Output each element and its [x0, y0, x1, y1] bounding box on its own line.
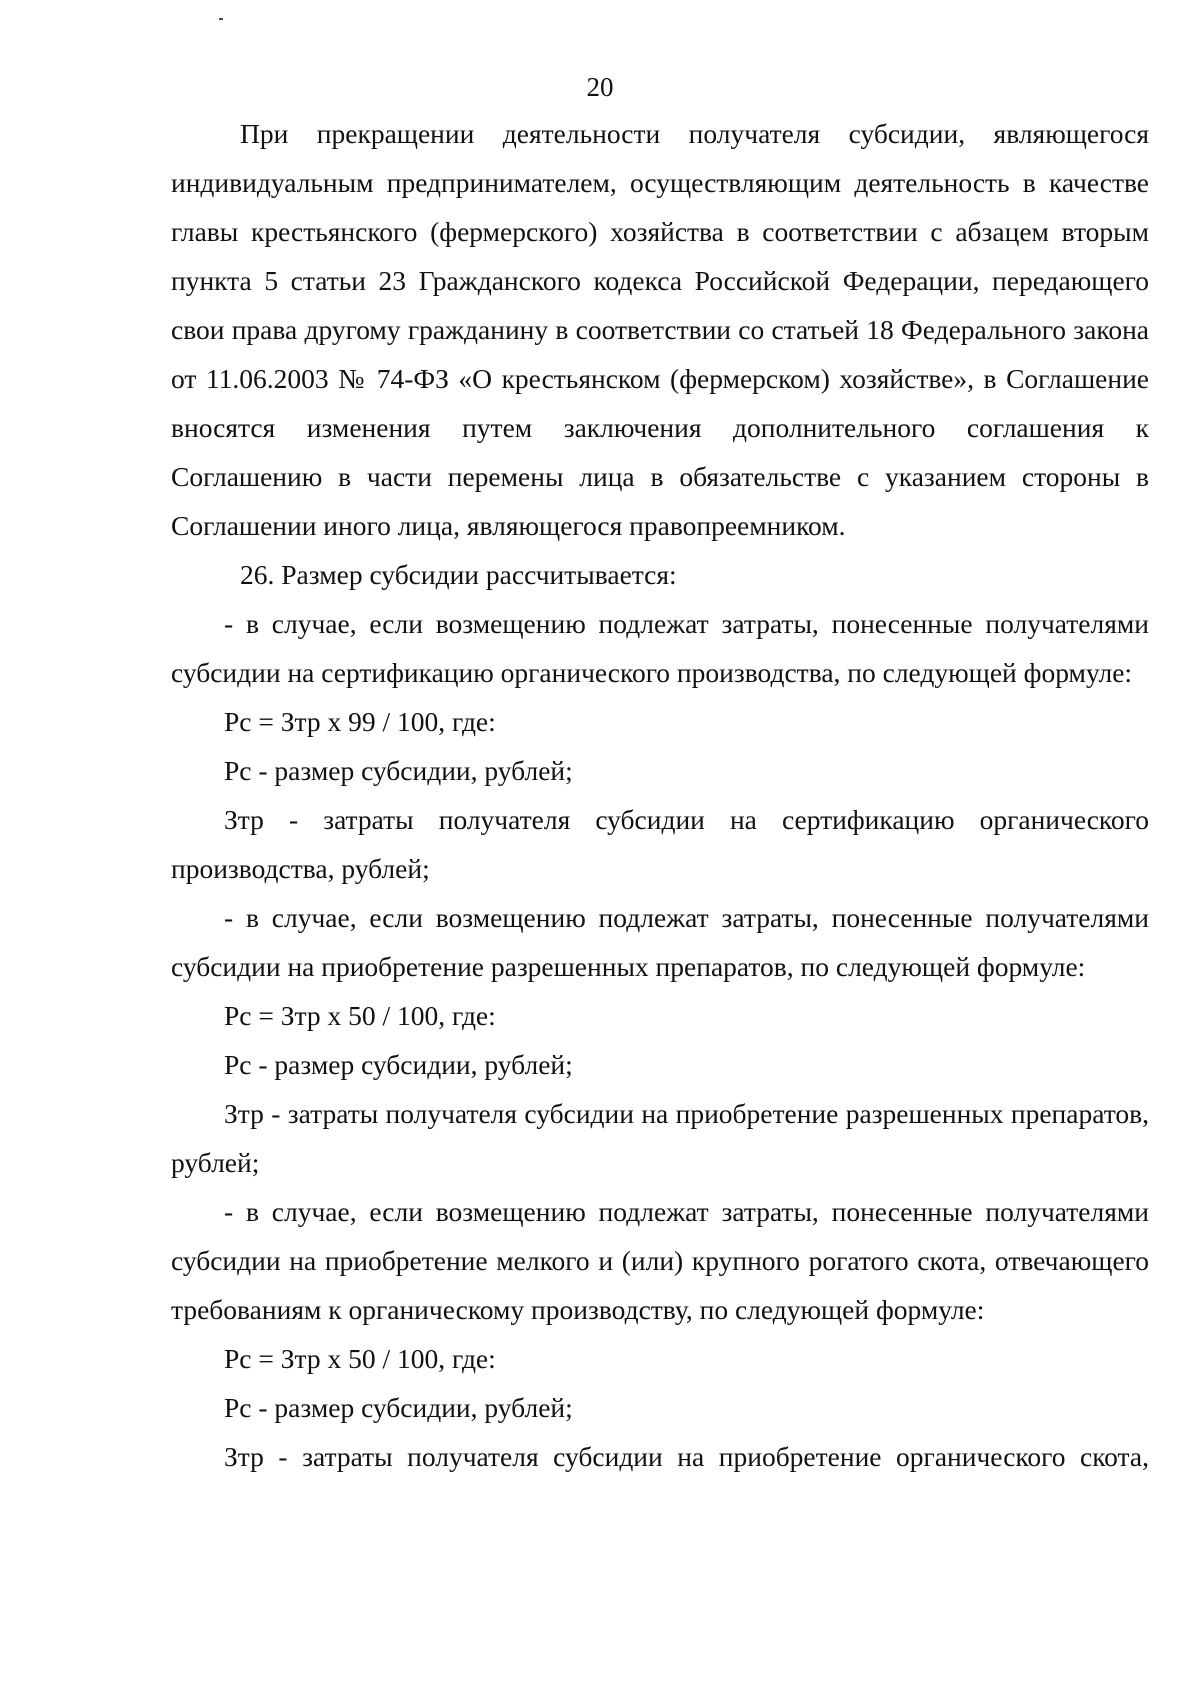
- definition-ztr-3: Зтр - затраты получателя субсидии на приобретение органического скота,: [224, 1441, 1149, 1472]
- definition-rs-2: Рс - размер субсидии, рублей;: [224, 1049, 573, 1080]
- paragraph-case-preparations: - в случае, если возмещению подлежат затраты, понесенные получателями субсидии на приобретение разрешенных препаратов, по следующей формуле:: [171, 902, 1149, 982]
- scan-speck: [219, 18, 223, 20]
- formula-livestock: Рс = Зтр х 50 / 100, где:: [224, 1343, 496, 1374]
- document-body: [171, 109, 1149, 1481]
- paragraph-case-livestock: - в случае, если возмещению подлежат затраты, понесенные получателями субсидии на приобретение мелкого и (или) крупного рогатого скота, отвечающего требованиям к органическому производству, по следующей формуле:: [171, 1196, 1149, 1325]
- definition-rs-3: Рс - размер субсидии, рублей;: [224, 1392, 573, 1423]
- definition-ztr-2: Зтр - затраты получателя субсидии на приобретение разрешенных препаратов, рублей;: [171, 1098, 1149, 1178]
- formula-certification: Рс = Зтр х 99 / 100, где:: [224, 706, 496, 737]
- formula-preparations: Рс = Зтр х 50 / 100, где:: [224, 1000, 496, 1031]
- paragraph-26-heading: 26. Размер субсидии рассчитывается:: [240, 559, 677, 590]
- paragraph-termination: При прекращении деятельности получателя субсидии, являющегося индивидуальным предпринимателем, осуществляющим деятельность в качестве главы крестьянского (фермерского) хозяйства в соответствии с абзацем вторым пункта 5 статьи 23 Гражданского кодекса Российской Федерации, передающего свои права другому гражданину в соответствии со статьей 18 Федерального закона от 11.06.2003 № 74-ФЗ «О крестьянском (фермерском) хозяйстве», в Соглашение вносятся изменения путем заключения дополнительного соглашения к Соглашению в части перемены лица в обязательстве с указанием стороны в Соглашении иного лица, являющегося правопреемником.: [171, 118, 1149, 541]
- definition-rs-1: Рс - размер субсидии, рублей;: [224, 755, 573, 786]
- definition-ztr-1: Зтр - затраты получателя субсидии на сертификацию органического производства, рублей;: [171, 804, 1149, 884]
- page-number: 20: [586, 72, 614, 102]
- paragraph-case-certification: - в случае, если возмещению подлежат затраты, понесенные получателями субсидии на сертификацию органического производства, по следующей формуле:: [171, 608, 1149, 688]
